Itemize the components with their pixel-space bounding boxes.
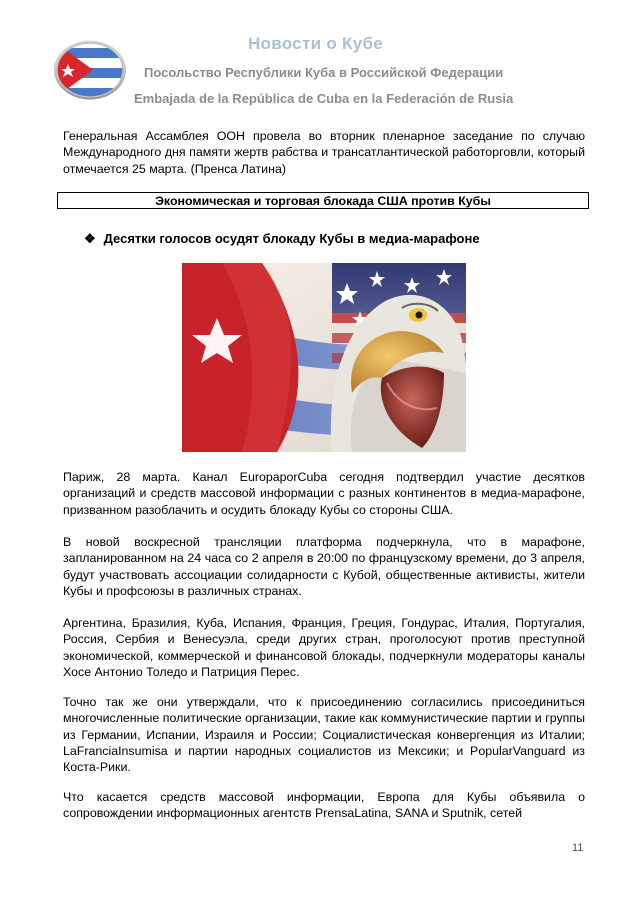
diamond-bullet-icon: ❖ bbox=[84, 231, 96, 246]
article-paragraph: Париж, 28 марта. Канал EuropaporCuba сегодня подтвердил участие десятков организаций и средств массовой информации с разных континентов в медиа-марафоне, призванном разоблачить и осудить блокаду Кубы со стороны США. bbox=[63, 470, 585, 517]
article-photo bbox=[182, 263, 466, 452]
section-title: Экономическая и торговая блокада США против Кубы bbox=[57, 192, 589, 209]
article-headline: Десятки голосов осудят блокаду Кубы в медиа-марафоне bbox=[103, 231, 480, 246]
article-paragraph: Точно так же они утверждали, что к присоединению согласились присоединиться многочисленные политические организации, такие как коммунистические партии и группы из Германии, Испании, Израиля и России; Социалистическая конвергенция из Италии; LaFranciaInsumisa и партии народных социалистов из Мексики; и PopularVanguard из Коста-Рики. bbox=[63, 695, 585, 775]
header-embassy-es: Embajada de la República de Cuba en la Federación de Rusia bbox=[134, 91, 514, 106]
header-title: Новости о Кубе bbox=[247, 34, 384, 53]
article-headline-row bbox=[84, 231, 480, 247]
page-number: 11 bbox=[572, 842, 584, 854]
intro-paragraph: Генеральная Ассамблея ООН провела во вторник пленарное заседание по случаю Международного дня памяти жертв рабства и трансатлантической работорговли, который отмечается 25 марта. (Пренса Латина) bbox=[63, 129, 585, 176]
article-paragraph: Аргентина, Бразилия, Куба, Испания, Франция, Греция, Гондурас, Италия, Португалия, Россия, Сербия и Венесуэла, среди других стран, проголосуют против преступной экономической, коммерческой и финансовой блокады, подчеркнули модераторы каналы Хосе Антонио Толедо и Патриция Перес. bbox=[63, 616, 585, 679]
header-embassy-ru: Посольство Республики Куба в Российской Федерации bbox=[144, 65, 504, 80]
article-paragraph: В новой воскресной трансляции платформа подчеркнула, что в марафоне, запланированном на 24 часа со 2 апреля в 20:00 по французскому времени, до 3 апреля, будут участвовать ассоциации солидарности с Кубой, общественные активисты, жители Кубы и профсоюзы в различных странах. bbox=[63, 535, 585, 598]
article-paragraph: Что касается средств массовой информации, Европа для Кубы объявила о сопровождении информационных агентств PrensaLatina, SANA и Sputnik, сетей bbox=[63, 790, 585, 821]
